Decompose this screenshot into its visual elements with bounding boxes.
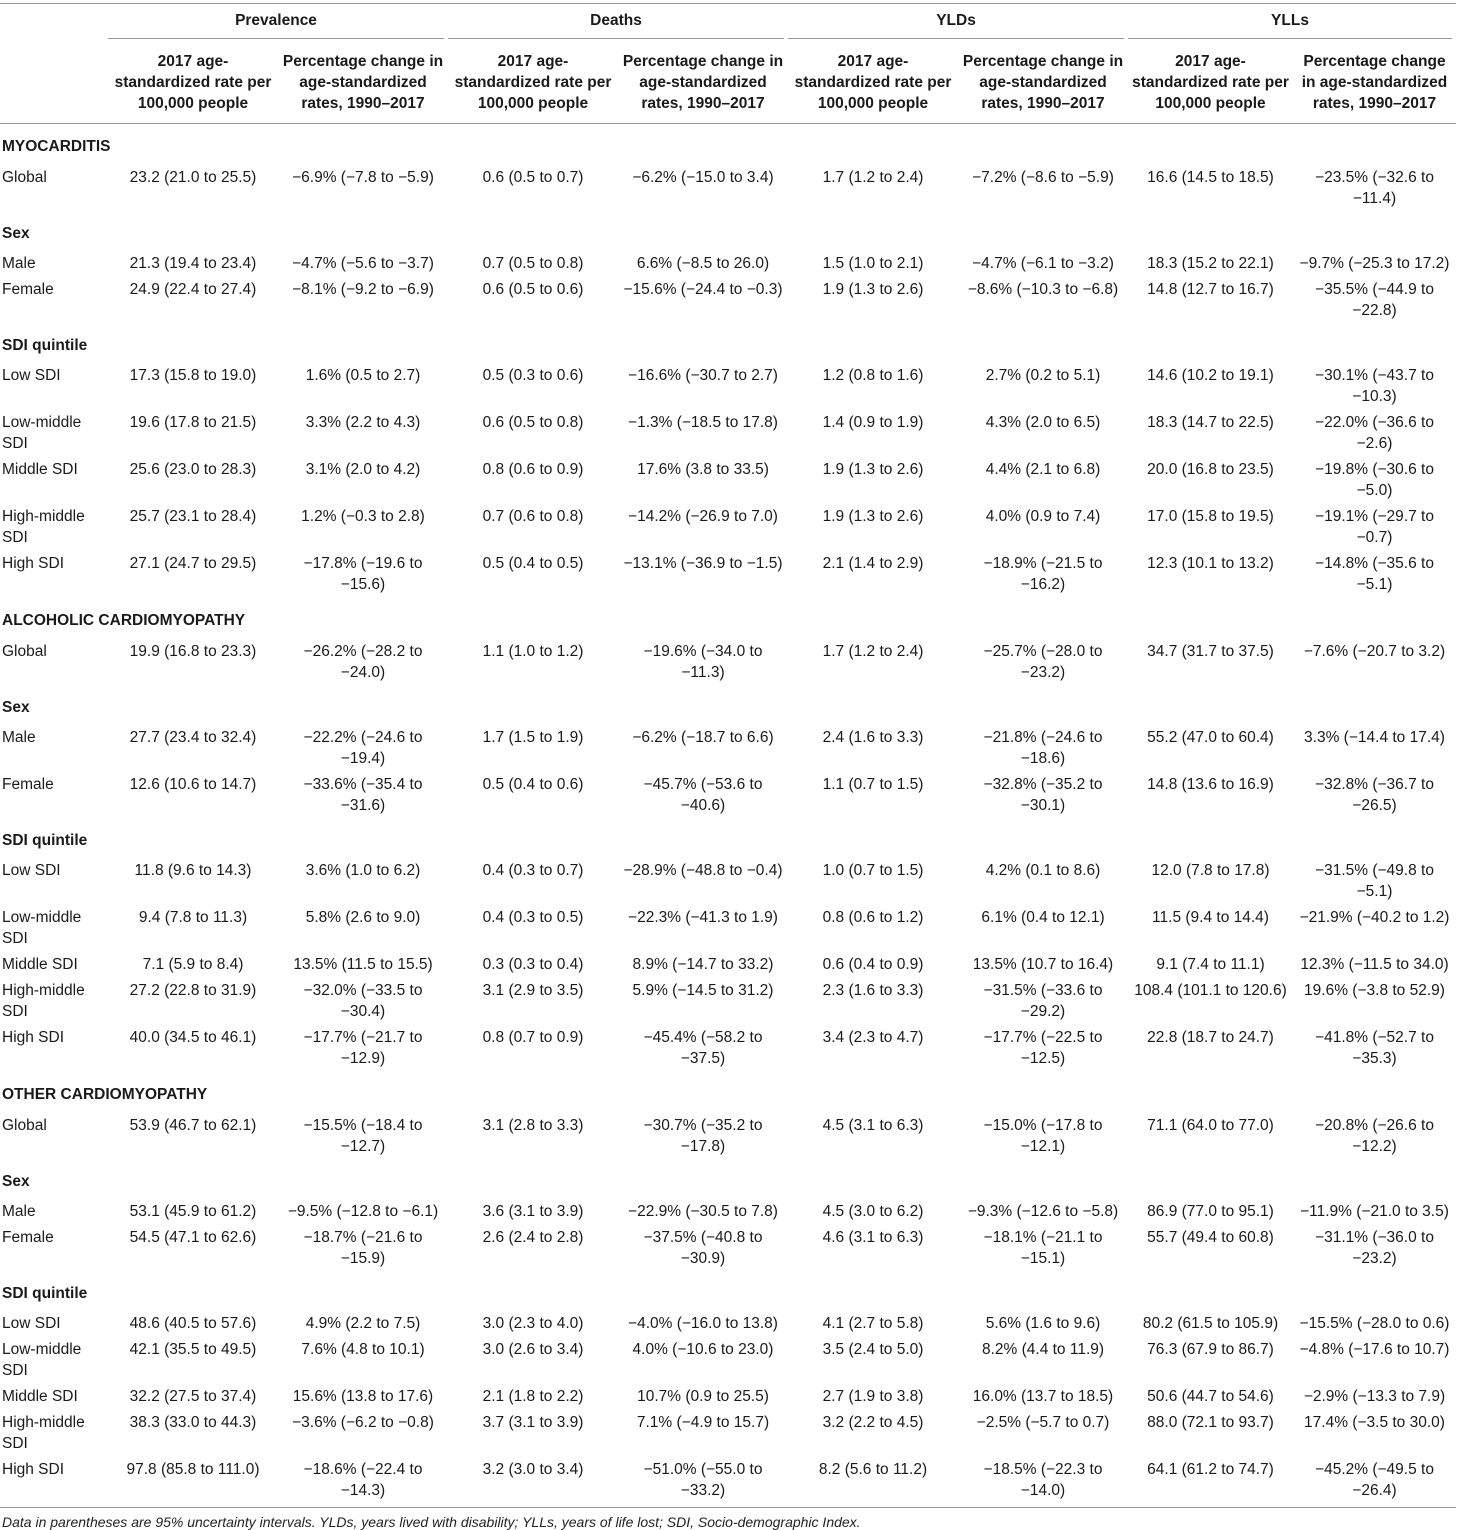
row-label: Low-middle SDI — [2, 1341, 82, 1379]
column-header-rate: 2017 age-standardized rate per 100,000 people — [108, 47, 278, 124]
table-cell: 55.2 (47.0 to 60.4) — [1147, 729, 1274, 746]
table-cell: 3.7 (3.1 to 3.9) — [482, 1414, 584, 1431]
row-label: High-middle SDI — [2, 508, 85, 546]
column-header-change: Percentage change in age-standardized rates, 1990–2017 — [1293, 47, 1456, 124]
subgroup-row — [0, 1160, 1456, 1199]
table-row — [0, 858, 1456, 905]
table-cell: 23.2 (21.0 to 25.5) — [129, 169, 257, 186]
table-cell: 50.6 (44.7 to 54.6) — [1147, 1388, 1274, 1405]
table-cell: −19.6% (−34.0 to −11.3) — [643, 643, 763, 681]
table-cell: −33.6% (−35.4 to −31.6) — [303, 776, 423, 814]
table-cell: 2.1 (1.4 to 2.9) — [822, 555, 924, 572]
table-cell: 3.1 (2.9 to 3.5) — [482, 982, 584, 999]
row-label: High SDI — [2, 1029, 65, 1046]
table-row — [0, 165, 1456, 212]
table-cell: 8.2% (4.4 to 11.9) — [981, 1341, 1105, 1358]
section-title-row — [0, 1072, 1456, 1113]
table-cell: 80.2 (61.5 to 105.9) — [1142, 1315, 1279, 1332]
table-cell: 0.7 (0.5 to 0.8) — [482, 255, 584, 272]
row-label: Middle SDI — [2, 461, 78, 478]
table-cell: 7.6% (4.8 to 10.1) — [301, 1341, 425, 1358]
table-row — [0, 1410, 1456, 1457]
section-title-row-label: OTHER CARDIOMYOPATHY — [2, 1086, 208, 1103]
subgroup-row-label: Sex — [2, 225, 30, 242]
table-cell: 7.1 (5.9 to 8.4) — [142, 956, 244, 973]
table-cell: 4.6 (3.1 to 6.3) — [822, 1229, 924, 1246]
corner-cell — [0, 4, 108, 48]
table-cell: −45.7% (−53.6 to −40.6) — [643, 776, 763, 814]
table-cell: −41.8% (−52.7 to −35.3) — [1315, 1029, 1434, 1067]
table-cell: −22.2% (−24.6 to −19.4) — [303, 729, 423, 767]
table-row — [0, 504, 1456, 551]
table-cell: −2.5% (−5.7 to 0.7) — [976, 1414, 1110, 1431]
table-cell: 2.1 (1.8 to 2.2) — [482, 1388, 584, 1405]
table-cell: 53.1 (45.9 to 61.2) — [129, 1203, 257, 1220]
table-cell: −11.9% (−21.0 to 3.5) — [1300, 1203, 1449, 1220]
table-cell: 1.5 (1.0 to 2.1) — [822, 255, 924, 272]
table-cell: −20.8% (−26.6 to −12.2) — [1315, 1117, 1434, 1155]
table-cell: 8.2 (5.6 to 11.2) — [818, 1461, 928, 1478]
table-row — [0, 952, 1456, 978]
table-cell: 5.6% (1.6 to 9.6) — [985, 1315, 1101, 1332]
table-cell: 3.1 (2.8 to 3.3) — [482, 1117, 584, 1134]
table-row — [0, 639, 1456, 686]
table-cell: 4.4% (2.1 to 6.8) — [985, 461, 1101, 478]
table-cell: −21.8% (−24.6 to −18.6) — [983, 729, 1103, 767]
table-cell: 1.1 (0.7 to 1.5) — [822, 776, 924, 793]
table-row — [0, 1384, 1456, 1410]
table-cell: 38.3 (33.0 to 44.3) — [129, 1414, 257, 1431]
table-cell: 3.0 (2.6 to 3.4) — [482, 1341, 584, 1358]
table-cell: −16.6% (−30.7 to 2.7) — [628, 367, 778, 384]
table-cell: 10.7% (0.9 to 25.5) — [637, 1388, 769, 1405]
table-cell: −17.7% (−21.7 to −12.9) — [303, 1029, 423, 1067]
row-label: Middle SDI — [2, 1388, 78, 1405]
table-cell: 27.7 (23.4 to 32.4) — [129, 729, 257, 746]
section-title-row — [0, 124, 1456, 166]
subgroup-row-label: SDI quintile — [2, 1285, 88, 1302]
table-cell: 3.0 (2.3 to 4.0) — [482, 1315, 584, 1332]
table-cell: 14.8 (12.7 to 16.7) — [1147, 281, 1274, 298]
group-header-prevalence — [108, 4, 448, 48]
row-label: Female — [2, 776, 54, 793]
table-cell: −7.6% (−20.7 to 3.2) — [1303, 643, 1446, 660]
table-cell: 108.4 (101.1 to 120.6) — [1134, 982, 1287, 999]
table-cell: 4.0% (−10.6 to 23.0) — [632, 1341, 774, 1358]
table-cell: −22.0% (−36.6 to −2.6) — [1315, 414, 1434, 452]
table-cell: 1.1 (1.0 to 1.2) — [482, 643, 584, 660]
row-label: High SDI — [2, 555, 65, 572]
table-cell: 0.5 (0.3 to 0.6) — [482, 367, 584, 384]
table-cell: 12.0 (7.8 to 17.8) — [1151, 862, 1270, 879]
table-row — [0, 772, 1456, 819]
table-cell: 8.9% (−14.7 to 33.2) — [632, 956, 774, 973]
table-cell: 17.6% (3.8 to 33.5) — [637, 461, 769, 478]
table-cell: 0.6 (0.5 to 0.7) — [482, 169, 584, 186]
table-cell: −15.5% (−28.0 to 0.6) — [1299, 1315, 1450, 1332]
table-cell: 11.5 (9.4 to 14.4) — [1152, 909, 1269, 926]
row-label: Female — [2, 281, 54, 298]
table-cell: 1.7 (1.5 to 1.9) — [482, 729, 584, 746]
table-cell: 12.3 (10.1 to 13.2) — [1147, 555, 1274, 572]
table-cell: 0.6 (0.5 to 0.8) — [482, 414, 584, 431]
column-header-rate: 2017 age-standardized rate per 100,000 people — [788, 47, 958, 124]
table-cell: 3.6 (3.1 to 3.9) — [482, 1203, 584, 1220]
table-cell: 40.0 (34.5 to 46.1) — [129, 1029, 257, 1046]
table-cell: −7.2% (−8.6 to −5.9) — [972, 169, 1114, 186]
group-label: YLLs — [1128, 12, 1452, 39]
table-body — [0, 124, 1456, 1508]
table-cell: 17.4% (−3.5 to 30.0) — [1304, 1414, 1445, 1431]
table-cell: −6.9% (−7.8 to −5.9) — [292, 169, 434, 186]
table-row — [0, 1337, 1456, 1384]
table-cell: 0.8 (0.6 to 0.9) — [482, 461, 584, 478]
table-cell: 0.8 (0.6 to 1.2) — [822, 909, 924, 926]
group-label: Prevalence — [108, 12, 444, 39]
table-cell: −9.3% (−12.6 to −5.8) — [967, 1203, 1119, 1220]
table-cell: −13.1% (−36.9 to −1.5) — [623, 555, 783, 572]
table-row — [0, 1457, 1456, 1508]
table-cell: 1.6% (0.5 to 2.7) — [305, 367, 421, 384]
table-cell: 18.3 (14.7 to 22.5) — [1147, 414, 1274, 431]
table-cell: 1.4 (0.9 to 1.9) — [822, 414, 924, 431]
table-row — [0, 1025, 1456, 1072]
table-cell: −22.3% (−41.3 to 1.9) — [628, 909, 778, 926]
table-cell: 20.0 (16.8 to 23.5) — [1147, 461, 1274, 478]
table-cell: 1.9 (1.3 to 2.6) — [822, 508, 924, 525]
table-cell: 1.9 (1.3 to 2.6) — [822, 461, 924, 478]
table-cell: 1.2% (−0.3 to 2.8) — [301, 508, 425, 525]
table-cell: 4.2% (0.1 to 8.6) — [985, 862, 1101, 879]
table-cell: −45.2% (−49.5 to −26.4) — [1315, 1461, 1434, 1499]
table-cell: 97.8 (85.8 to 111.0) — [126, 1461, 260, 1478]
table-cell: −15.5% (−18.4 to −12.7) — [303, 1117, 423, 1155]
table-cell: −37.5% (−40.8 to −30.9) — [643, 1229, 763, 1267]
table-cell: 3.2 (2.2 to 4.5) — [822, 1414, 924, 1431]
table-cell: −6.2% (−15.0 to 3.4) — [632, 169, 774, 186]
row-label: Male — [2, 729, 36, 746]
table-cell: −22.9% (−30.5 to 7.8) — [628, 1203, 778, 1220]
table-cell: 0.7 (0.6 to 0.8) — [482, 508, 584, 525]
table-cell: 27.2 (22.8 to 31.9) — [129, 982, 257, 999]
table-cell: 17.0 (15.8 to 19.5) — [1147, 508, 1274, 525]
table-cell: −31.5% (−33.6 to −29.2) — [983, 982, 1103, 1020]
table-cell: 14.6 (10.2 to 19.1) — [1147, 367, 1274, 384]
row-label: Low SDI — [2, 862, 61, 879]
subgroup-row — [0, 686, 1456, 725]
row-label: Low SDI — [2, 367, 61, 384]
section-title-row — [0, 598, 1456, 639]
table-cell: 9.4 (7.8 to 11.3) — [138, 909, 248, 926]
table-cell: 5.8% (2.6 to 9.0) — [305, 909, 421, 926]
table-cell: −9.7% (−25.3 to 17.2) — [1299, 255, 1450, 272]
table-cell: 64.1 (61.2 to 74.7) — [1147, 1461, 1274, 1478]
subgroup-row — [0, 1272, 1456, 1311]
table-cell: 4.9% (2.2 to 7.5) — [305, 1315, 421, 1332]
table-cell: 48.6 (40.5 to 57.6) — [129, 1315, 257, 1332]
table-cell: 0.5 (0.4 to 0.5) — [482, 555, 584, 572]
table-cell: −4.7% (−5.6 to −3.7) — [292, 255, 434, 272]
table-cell: 3.2 (3.0 to 3.4) — [482, 1461, 584, 1478]
table-cell: 0.3 (0.3 to 0.4) — [482, 956, 584, 973]
table-cell: 54.5 (47.1 to 62.6) — [129, 1229, 257, 1246]
table-cell: −2.9% (−13.3 to 7.9) — [1303, 1388, 1446, 1405]
group-label: YLDs — [788, 12, 1124, 39]
table-cell: −14.8% (−35.6 to −5.1) — [1315, 555, 1434, 593]
table-footnote: Data in parentheses are 95% uncertainty intervals. YLDs, years lived with disability; YLLs, years of life lost; SDI, Socio-demographic Index. — [2, 1514, 861, 1530]
table-row — [0, 1199, 1456, 1225]
table-cell: −18.1% (−21.1 to −15.1) — [983, 1229, 1103, 1267]
table-cell: −8.1% (−9.2 to −6.9) — [292, 281, 434, 298]
corner-cell — [0, 47, 108, 124]
table-cell: 18.3 (15.2 to 22.1) — [1147, 255, 1274, 272]
table-cell: 2.4 (1.6 to 3.3) — [822, 729, 924, 746]
group-header-deaths — [448, 4, 788, 48]
table-cell: −15.0% (−17.8 to −12.1) — [983, 1117, 1103, 1155]
row-label: Global — [2, 169, 47, 186]
table-cell: −14.2% (−26.9 to 7.0) — [628, 508, 778, 525]
table-cell: −32.8% (−36.7 to −26.5) — [1315, 776, 1434, 814]
table-cell: 5.9% (−14.5 to 31.2) — [632, 982, 774, 999]
row-label: Global — [2, 643, 47, 660]
table-cell: 2.7% (0.2 to 5.1) — [985, 367, 1101, 384]
row-label: Middle SDI — [2, 956, 78, 973]
column-header-rate: 2017 age-standardized rate per 100,000 people — [1128, 47, 1293, 124]
table-cell: 21.3 (19.4 to 23.4) — [129, 255, 257, 272]
table-cell: −18.5% (−22.3 to −14.0) — [983, 1461, 1103, 1499]
table-cell: −32.0% (−33.5 to −30.4) — [303, 982, 423, 1020]
table-row — [0, 457, 1456, 504]
subgroup-row-label: SDI quintile — [2, 337, 88, 354]
table-cell: 16.0% (13.7 to 18.5) — [972, 1388, 1114, 1405]
table-cell: 27.1 (24.7 to 29.5) — [129, 555, 257, 572]
table-cell: 4.0% (0.9 to 7.4) — [985, 508, 1101, 525]
table-row — [0, 1113, 1456, 1160]
table-cell: −17.7% (−22.5 to −12.5) — [983, 1029, 1103, 1067]
table-cell: 2.6 (2.4 to 2.8) — [482, 1229, 584, 1246]
column-header-change: Percentage change in age-standardized rates, 1990–2017 — [278, 47, 448, 124]
table-cell: 4.5 (3.0 to 6.2) — [822, 1203, 924, 1220]
section-title-row-label: MYOCARDITIS — [2, 138, 111, 155]
section-title-row-label: ALCOHOLIC CARDIOMYOPATHY — [2, 612, 246, 629]
table-cell: 22.8 (18.7 to 24.7) — [1147, 1029, 1274, 1046]
table-cell: 16.6 (14.5 to 18.5) — [1147, 169, 1274, 186]
table-cell: 6.6% (−8.5 to 26.0) — [636, 255, 770, 272]
row-label: Low-middle SDI — [2, 909, 82, 947]
group-header-ylds — [788, 4, 1128, 48]
table-cell: 24.9 (22.4 to 27.4) — [129, 281, 257, 298]
table-cell: 3.6% (1.0 to 6.2) — [305, 862, 421, 879]
table-cell: 19.6% (−3.8 to 52.9) — [1304, 982, 1445, 999]
table-header — [0, 4, 1456, 124]
table-row — [0, 251, 1456, 277]
table-cell: −1.3% (−18.5 to 17.8) — [628, 414, 778, 431]
table-cell: 12.6 (10.6 to 14.7) — [129, 776, 257, 793]
table-cell: 4.1 (2.7 to 5.8) — [822, 1315, 924, 1332]
table-cell: −15.6% (−24.4 to −0.3) — [623, 281, 783, 298]
table-cell: 14.8 (13.6 to 16.9) — [1147, 776, 1274, 793]
subgroup-row — [0, 324, 1456, 363]
table-cell: −19.1% (−29.7 to −0.7) — [1315, 508, 1434, 546]
table-cell: 34.7 (31.7 to 37.5) — [1147, 643, 1274, 660]
table-cell: −21.9% (−40.2 to 1.2) — [1299, 909, 1450, 926]
table-cell: −18.9% (−21.5 to −16.2) — [983, 555, 1103, 593]
table-cell: 4.3% (2.0 to 6.5) — [985, 414, 1101, 431]
table-cell: −17.8% (−19.6 to −15.6) — [303, 555, 423, 593]
table-row — [0, 277, 1456, 324]
table-cell: −18.6% (−22.4 to −14.3) — [303, 1461, 423, 1499]
table-row — [0, 363, 1456, 410]
table-cell: −51.0% (−55.0 to −33.2) — [643, 1461, 763, 1499]
table-cell: 11.8 (9.6 to 14.3) — [134, 862, 252, 879]
table-cell: 3.4 (2.3 to 4.7) — [822, 1029, 924, 1046]
column-header-change: Percentage change in age-standardized rates, 1990–2017 — [958, 47, 1128, 124]
subgroup-row — [0, 212, 1456, 251]
table-cell: −4.7% (−6.1 to −3.2) — [972, 255, 1114, 272]
table-cell: 1.7 (1.2 to 2.4) — [822, 169, 924, 186]
table-cell: 0.4 (0.3 to 0.5) — [482, 909, 584, 926]
table-cell: −9.5% (−12.8 to −6.1) — [287, 1203, 439, 1220]
table-row — [0, 410, 1456, 457]
table-cell: 17.3 (15.8 to 19.0) — [129, 367, 257, 384]
table-cell: 1.9 (1.3 to 2.6) — [822, 281, 924, 298]
group-label: Deaths — [448, 12, 784, 39]
row-label: Male — [2, 255, 36, 272]
table-cell: 76.3 (67.9 to 86.7) — [1147, 1341, 1274, 1358]
table-cell: 0.8 (0.7 to 0.9) — [482, 1029, 584, 1046]
table-cell: 53.9 (46.7 to 62.1) — [129, 1117, 257, 1134]
table-cell: 19.9 (16.8 to 23.3) — [129, 643, 257, 660]
table-cell: −31.5% (−49.8 to −5.1) — [1315, 862, 1434, 900]
column-header-change: Percentage change in age-standardized rates, 1990–2017 — [618, 47, 788, 124]
table-cell: 9.1 (7.4 to 11.1) — [1156, 956, 1265, 973]
row-label: Female — [2, 1229, 54, 1246]
table-cell: 13.5% (10.7 to 16.4) — [972, 956, 1114, 973]
data-table — [0, 3, 1456, 1508]
group-header-ylls — [1128, 4, 1456, 48]
table-cell: 0.5 (0.4 to 0.6) — [482, 776, 584, 793]
row-label: Male — [2, 1203, 36, 1220]
table-cell: −32.8% (−35.2 to −30.1) — [983, 776, 1103, 814]
table-cell: 55.7 (49.4 to 60.8) — [1147, 1229, 1274, 1246]
table-cell: 6.1% (0.4 to 12.1) — [981, 909, 1105, 926]
table-cell: 0.4 (0.3 to 0.7) — [482, 862, 584, 879]
table-cell: 1.7 (1.2 to 2.4) — [822, 643, 924, 660]
table-cell: 1.0 (0.7 to 1.5) — [822, 862, 924, 879]
table-row — [0, 551, 1456, 598]
table-cell: 19.6 (17.8 to 21.5) — [129, 414, 257, 431]
table-cell: 88.0 (72.1 to 93.7) — [1147, 1414, 1274, 1431]
table-cell: 25.6 (23.0 to 28.3) — [129, 461, 257, 478]
table-cell: −31.1% (−36.0 to −23.2) — [1315, 1229, 1434, 1267]
table-cell: 32.2 (27.5 to 37.4) — [129, 1388, 257, 1405]
table-row — [0, 905, 1456, 952]
table-cell: 1.2 (0.8 to 1.6) — [822, 367, 924, 384]
table-cell: −25.7% (−28.0 to −23.2) — [983, 643, 1103, 681]
table-cell: 86.9 (77.0 to 95.1) — [1147, 1203, 1274, 1220]
subgroup-row-label: Sex — [2, 1173, 30, 1190]
table-cell: −45.4% (−58.2 to −37.5) — [643, 1029, 763, 1067]
table-cell: 12.3% (−11.5 to 34.0) — [1300, 956, 1449, 973]
column-header-rate: 2017 age-standardized rate per 100,000 people — [448, 47, 618, 124]
table-cell: −18.7% (−21.6 to −15.9) — [303, 1229, 423, 1267]
table-cell: −19.8% (−30.6 to −5.0) — [1315, 461, 1434, 499]
table-cell: 3.3% (2.2 to 4.3) — [305, 414, 421, 431]
table-cell: 3.1% (2.0 to 4.2) — [305, 461, 421, 478]
table-cell: 2.7 (1.9 to 3.8) — [822, 1388, 924, 1405]
table-cell: −4.0% (−16.0 to 13.8) — [628, 1315, 778, 1332]
subgroup-row — [0, 819, 1456, 858]
table-cell: 3.3% (−14.4 to 17.4) — [1304, 729, 1445, 746]
table-cell: 2.3 (1.6 to 3.3) — [822, 982, 924, 999]
table-cell: −4.8% (−17.6 to 10.7) — [1299, 1341, 1450, 1358]
table-row — [0, 1225, 1456, 1272]
table-cell: −26.2% (−28.2 to −24.0) — [303, 643, 423, 681]
row-label: High SDI — [2, 1461, 65, 1478]
row-label: High-middle SDI — [2, 1414, 85, 1452]
table-cell: −30.7% (−35.2 to −17.8) — [643, 1117, 763, 1155]
table-cell: −30.1% (−43.7 to −10.3) — [1315, 367, 1434, 405]
table-cell: 0.6 (0.5 to 0.6) — [482, 281, 584, 298]
table-cell: 25.7 (23.1 to 28.4) — [129, 508, 257, 525]
table-cell: −3.6% (−6.2 to −0.8) — [292, 1414, 434, 1431]
table-cell: −28.9% (−48.8 to −0.4) — [623, 862, 783, 879]
table-cell: −35.5% (−44.9 to −22.8) — [1315, 281, 1434, 319]
table-cell: 7.1% (−4.9 to 15.7) — [636, 1414, 770, 1431]
table-cell: −23.5% (−32.6 to −11.4) — [1315, 169, 1434, 207]
row-label: Global — [2, 1117, 47, 1134]
table-cell: 13.5% (11.5 to 15.5) — [293, 956, 433, 973]
table-cell: 0.6 (0.4 to 0.9) — [822, 956, 924, 973]
table-cell: 71.1 (64.0 to 77.0) — [1147, 1117, 1274, 1134]
table-cell: −6.2% (−18.7 to 6.6) — [632, 729, 774, 746]
subgroup-row-label: SDI quintile — [2, 832, 88, 849]
table-row — [0, 1311, 1456, 1337]
table-row — [0, 978, 1456, 1025]
table-cell: 42.1 (35.5 to 49.5) — [129, 1341, 257, 1358]
table-cell: 15.6% (13.8 to 17.6) — [292, 1388, 434, 1405]
table-cell: −8.6% (−10.3 to −6.8) — [967, 281, 1119, 298]
table-cell: 3.5 (2.4 to 5.0) — [822, 1341, 924, 1358]
row-label: Low-middle SDI — [2, 414, 82, 452]
table-row — [0, 725, 1456, 772]
row-label: High-middle SDI — [2, 982, 85, 1020]
row-label: Low SDI — [2, 1315, 61, 1332]
subgroup-row-label: Sex — [2, 699, 30, 716]
table-cell: 4.5 (3.1 to 6.3) — [822, 1117, 924, 1134]
